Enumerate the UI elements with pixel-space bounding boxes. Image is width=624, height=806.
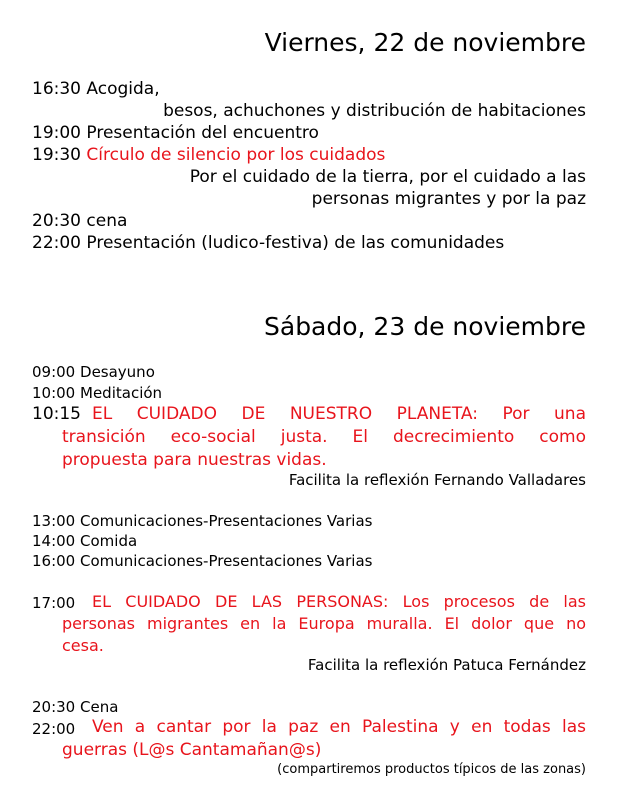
time: 16:30 — [32, 79, 81, 99]
friday-title: Viernes, 22 de noviembre — [264, 28, 586, 57]
activity: Acogida, — [86, 79, 160, 99]
time: 09:00 — [32, 363, 76, 381]
activity-highlight: EL CUIDADO DE LAS PERSONAS: Los procesos de las — [92, 592, 586, 611]
time: 14:00 — [32, 532, 76, 550]
schedule-item — [32, 145, 385, 165]
schedule-item — [32, 384, 162, 402]
schedule-item — [32, 233, 504, 253]
activity: Presentación (ludico-festiva) de las comunidades — [86, 233, 505, 253]
schedule-item — [32, 698, 118, 716]
schedule-item — [32, 211, 127, 231]
activity-detail: Por el cuidado de la tierra, por el cuidado a las — [189, 167, 586, 187]
schedule-item — [32, 79, 160, 99]
schedule-item — [32, 512, 372, 530]
time: 17:00 — [32, 594, 76, 612]
activity-highlight: Ven a cantar por la paz en Palestina y en todas las — [92, 717, 586, 737]
activity: Desayuno — [80, 363, 155, 381]
time: 10:00 — [32, 384, 76, 402]
activity: Presentación del encuentro — [86, 123, 319, 143]
activity: Meditación — [80, 384, 163, 402]
activity: Comida — [80, 532, 138, 550]
time: 22:00 — [32, 720, 76, 738]
time: 13:00 — [32, 512, 76, 530]
activity-highlight: propuesta para nuestras vidas. — [62, 450, 327, 470]
activity-highlight: Círculo de silencio por los cuidados — [86, 145, 386, 165]
schedule-item — [32, 532, 137, 550]
schedule-item — [32, 363, 155, 381]
time: 19:00 — [32, 123, 81, 143]
time: 19:30 — [32, 145, 81, 165]
activity: cena — [86, 211, 128, 231]
activity: Comunicaciones-Presentaciones Varias — [80, 512, 373, 530]
saturday-title: Sábado, 23 de noviembre — [264, 312, 586, 341]
time: 20:30 — [32, 698, 76, 716]
activity: Comunicaciones-Presentaciones Varias — [80, 552, 373, 570]
activity-highlight: personas migrantes en la Europa muralla. El dolor que no — [62, 614, 586, 633]
activity-highlight: guerras (L@s Cantamañan@s) — [62, 740, 322, 760]
activity-highlight: cesa. — [62, 636, 104, 655]
facilitator: Facilita la reflexión Fernando Valladares — [288, 471, 586, 489]
activity-highlight: EL CUIDADO DE NUESTRO PLANETA: Por una — [92, 404, 586, 424]
schedule-item — [32, 123, 319, 143]
time: 20:30 — [32, 211, 81, 231]
facilitator: Facilita la reflexión Patuca Fernández — [307, 656, 586, 674]
activity-detail: personas migrantes y por la paz — [311, 189, 586, 209]
time: 10:15 — [32, 404, 81, 424]
note: (compartiremos productos típicos de las zonas) — [277, 762, 586, 777]
activity-highlight: transición eco-social justa. El decrecimiento como — [62, 427, 586, 447]
activity: Cena — [80, 698, 119, 716]
time: 16:00 — [32, 552, 76, 570]
activity-detail: besos, achuchones y distribución de habitaciones — [163, 101, 586, 121]
time: 22:00 — [32, 233, 81, 253]
schedule-item — [32, 552, 372, 570]
